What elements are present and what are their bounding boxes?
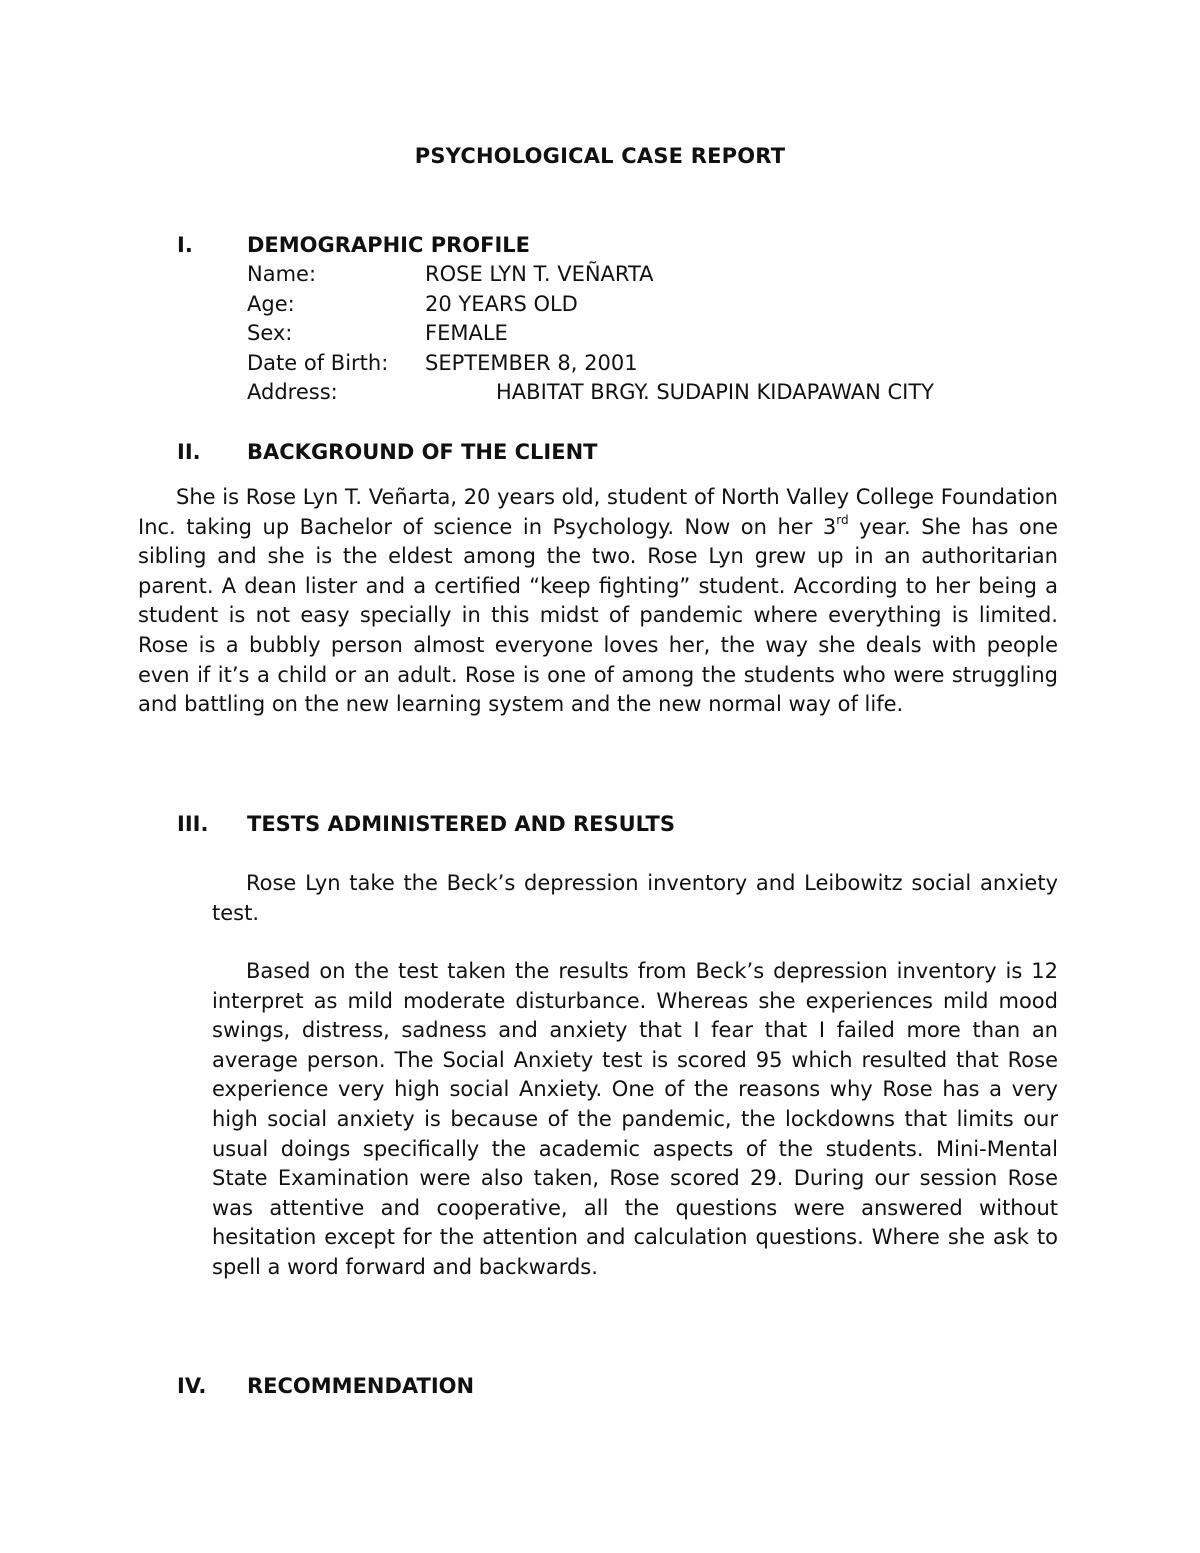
tests-paragraph-results: Based on the test taken the results from Beck’s depression inventory is 12 interpret as mild moderate disturbance. Whereas she experiences mild mood swings, distress, sadness and anxiety that I fear that I failed more than an average person. The Social Anxiety test is scored 95 which resulted that Rose experience very high social Anxiety. One of the reasons why Rose has a very high social anxiety is because of the pandemic, the lockdowns that limits our usual doings specifically the academic aspects of the students. Mini-Mental State Examination were also taken, Rose scored 29. During our session Rose was attentive and cooperative, all the questions were answered without hesitation except for the attention and calculation questions. Where she ask to spell a word forward and backwards. (212, 959, 1058, 1279)
section-heading-tests (177, 810, 675, 838)
section-heading-recommendation (177, 1372, 474, 1400)
document-title: PSYCHOLOGICAL CASE REPORT (414, 144, 786, 168)
field-value: 20 YEARS OLD (425, 292, 578, 316)
section-number: I. (177, 233, 193, 257)
section-number: III. (177, 812, 209, 836)
section-title: DEMOGRAPHIC PROFILE (247, 233, 530, 257)
field-value: HABITAT BRGY. SUDAPIN KIDAPAWAN CITY (496, 380, 934, 404)
field-value: ROSE LYN T. VEÑARTA (425, 262, 654, 286)
paragraph-text: year. She has one sibling and she is the eldest among the two. Rose Lyn grew up in an authoritarian parent. A dean lister and a certified “keep fighting” student. According to her being a student is not easy specially in this midst of pandemic where everything is limited. Rose is a bubbly person almost everyone loves her, the way she deals with people even if it’s a child or an adult. Rose is one of among the students who were struggling and battling on the new learning system and the new normal way of life. (138, 514, 1059, 717)
section-heading-demographic (177, 231, 530, 259)
paragraph-text: She is Rose Lyn T. Veñarta, 20 years old, student of North Valley College Foundation Inc. taking up Bachelor of science in Psychology. Now on her 3 (138, 485, 1058, 539)
section-number: II. (177, 440, 201, 464)
section-title: TESTS ADMINISTERED AND RESULTS (247, 812, 676, 836)
section-title: BACKGROUND OF THE CLIENT (247, 440, 598, 464)
field-label: Date of Birth: (247, 351, 389, 375)
field-label: Name: (247, 262, 317, 286)
background-paragraph (138, 483, 1058, 720)
tests-paragraph-intro: Rose Lyn take the Beck’s depression inventory and Leibowitz social anxiety test. (212, 871, 1058, 925)
superscript-ordinal: rd (836, 512, 849, 527)
field-value: FEMALE (425, 321, 508, 345)
field-label: Address: (247, 380, 338, 404)
field-value: SEPTEMBER 8, 2001 (425, 351, 638, 375)
section-number: IV. (177, 1374, 207, 1398)
field-label: Sex: (247, 321, 293, 345)
section-heading-background (177, 438, 598, 466)
section-title: RECOMMENDATION (247, 1374, 475, 1398)
field-label: Age: (247, 292, 295, 316)
